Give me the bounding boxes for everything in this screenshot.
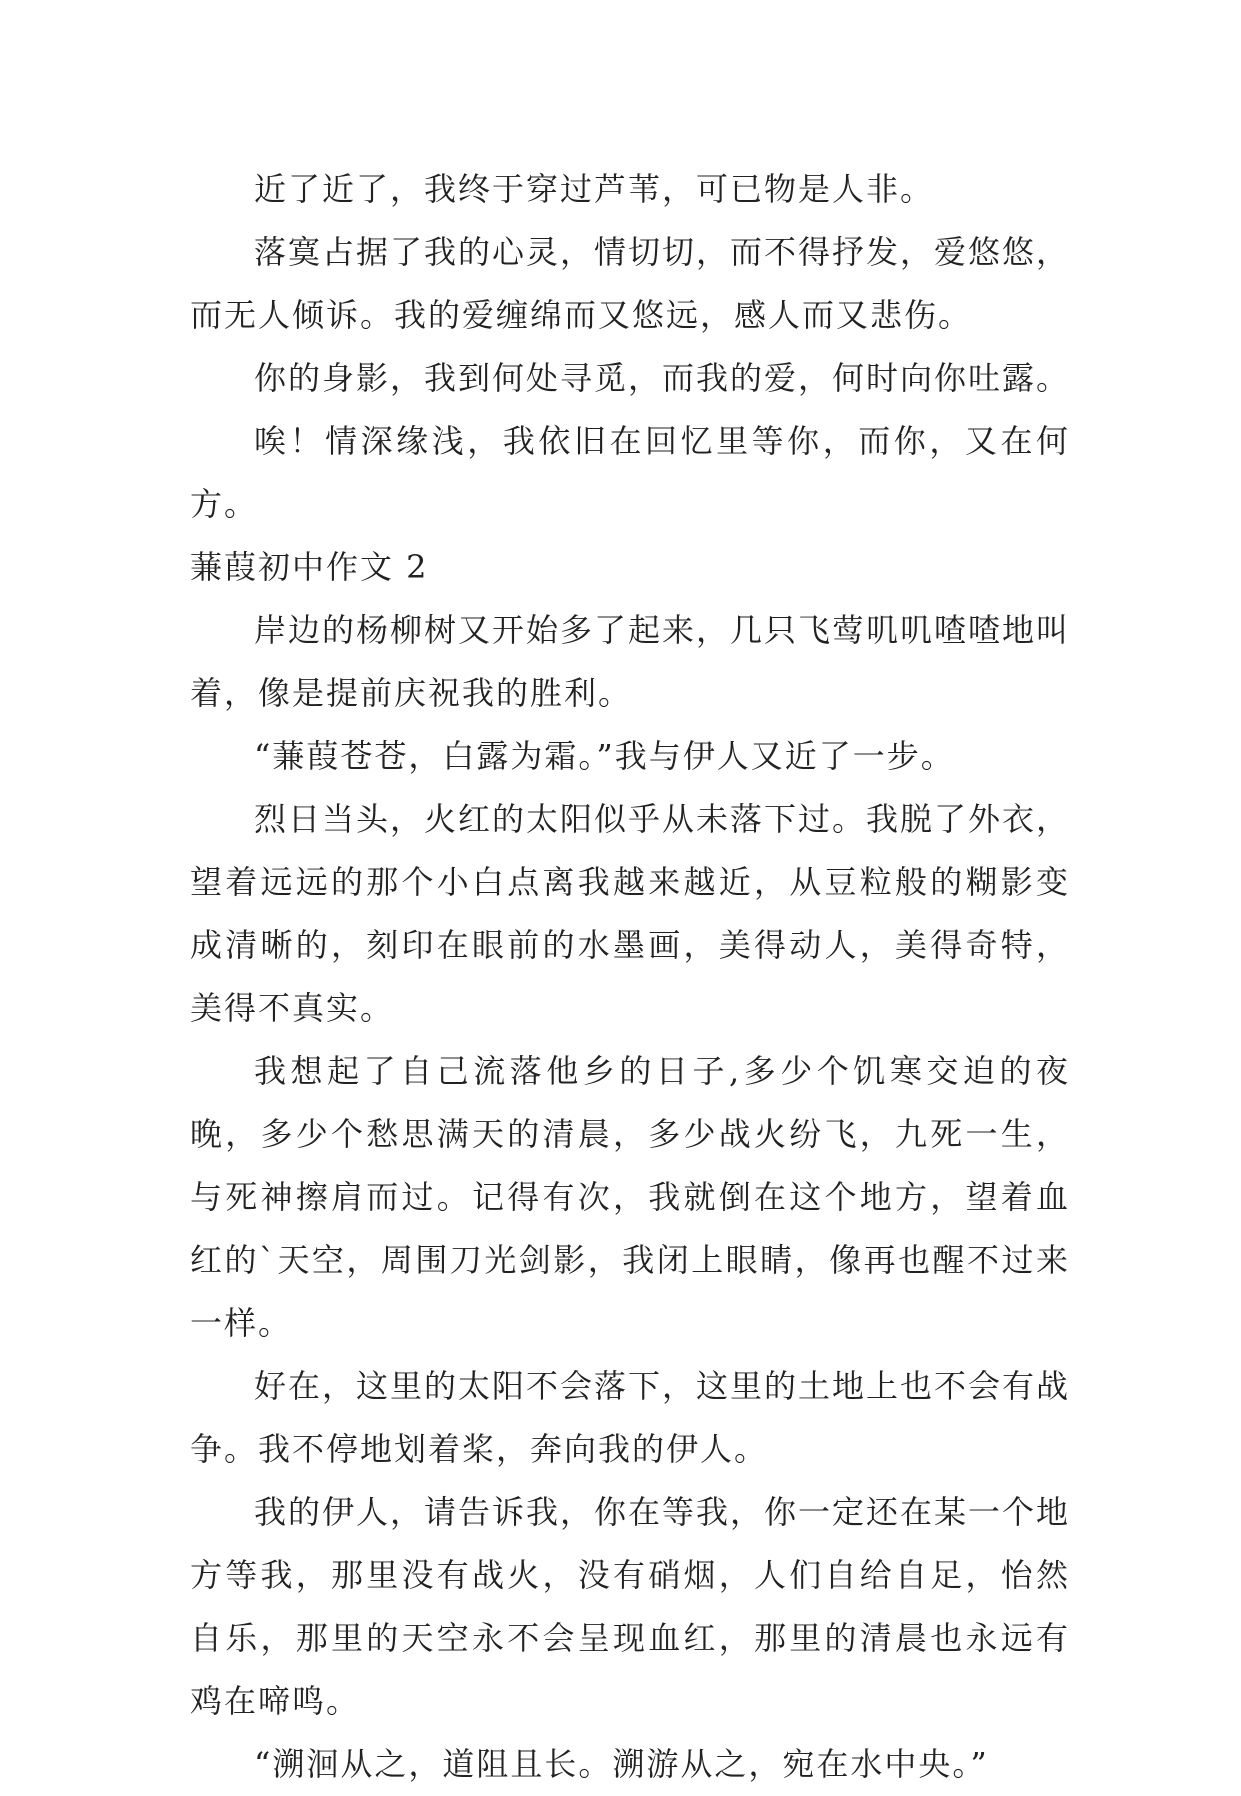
paragraph-7: 烈日当头，火红的太阳似乎从未落下过。我脱了外衣，望着远远的那个小白点离我越来越近，从豆粒般的糊影变成清晰的，刻印在眼前的水墨画，美得动人，美得奇特，美得不真实。 bbox=[190, 800, 1071, 1027]
paragraph-9: 好在，这里的太阳不会落下，这里的土地上也不会有战争。我不停地划着桨，奔向我的伊人。 bbox=[190, 1367, 1071, 1468]
paragraph-10: 我的伊人，请告诉我，你在等我，你一定还在某一个地方等我，那里没有战火，没有硝烟，人们自给自足，怡然自乐，那里的天空永不会呈现血红，那里的清晨也永远有鸡在啼鸣。 bbox=[190, 1493, 1071, 1720]
paragraph-8: 我想起了自己流落他乡的日子,多少个饥寒交迫的夜晚，多少个愁思满天的清晨，多少战火纷飞，九死一生，与死神擦肩而过。记得有次，我就倒在这个地方，望着血红的`天空，周围刀光剑影，我闭上眼睛，像再也醒不过来一样。 bbox=[190, 1052, 1070, 1342]
paragraph-11: “溯洄从之，道阻且长。溯游从之，宛在水中央。” bbox=[254, 1745, 989, 1783]
paragraph-2: 落寞占据了我的心灵，情切切，而不得抒发，爱悠悠，而无人倾诉。我的爱缠绵而又悠远，感人而又悲伤。 bbox=[190, 233, 1071, 334]
document-body bbox=[190, 158, 1070, 1796]
section-title: 蒹葭初中作文 2 bbox=[190, 548, 429, 586]
paragraph-1: 近了近了，我终于穿过芦苇，可已物是人非。 bbox=[254, 170, 935, 208]
paragraph-6: “蒹葭苍苍，白露为霜。”我与伊人又近了一步。 bbox=[254, 737, 955, 775]
paragraph-5: 岸边的杨柳树又开始多了起来，几只飞莺叽叽喳喳地叫着，像是提前庆祝我的胜利。 bbox=[190, 611, 1071, 712]
paragraph-3: 你的身影，我到何处寻觅，而我的爱，何时向你吐露。 bbox=[254, 359, 1071, 397]
paragraph-4: 唉！情深缘浅，我依旧在回忆里等你，而你，又在何方。 bbox=[190, 422, 1070, 523]
